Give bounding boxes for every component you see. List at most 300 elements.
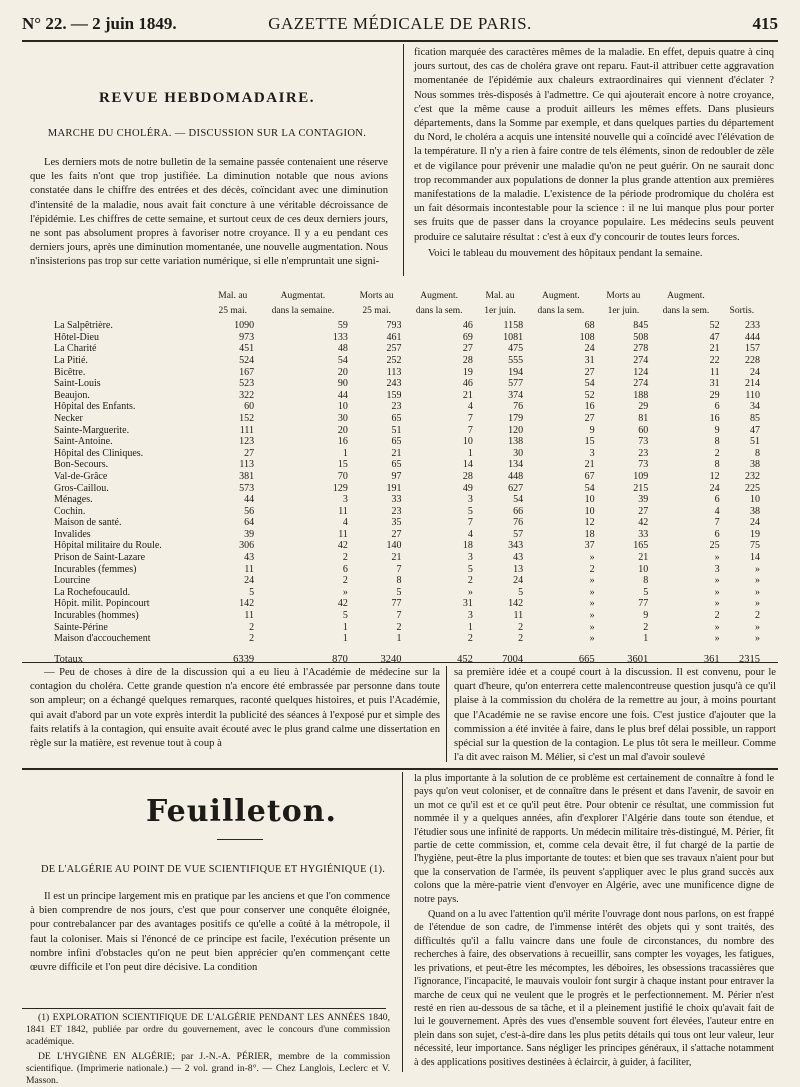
table-cell: 33 bbox=[391, 494, 402, 506]
table-cell: 2315 bbox=[739, 653, 760, 665]
table-cell: 134 bbox=[508, 459, 524, 471]
revue-left-text: Les derniers mots de notre bulletin de la semaine passée contenaient une réserve que les faits n'ont que trop justifiée. La diminution notable que nous avions constatée dans le chiffre des entrées et des décès, coïncidant avec une diminution d'intensité de la maladie, nous avait fait concture à une véritable décroissance de l'épidémie. Les chiffres de cette semaine, et surtout ceux de ces deux derniers jours, ne sont pas absolument propres à favoriser notre croyance. Il y a eu pendant ces derniers jours, après une diminution momentanée, une nouvelle augmentation. Nous n'insisterions pas trop sur cette variation numérique, si elle n'empruntait une signi- bbox=[30, 157, 388, 268]
table-cell: 31 bbox=[584, 354, 595, 366]
col-header: Morts au bbox=[606, 291, 641, 301]
table-cell: 129 bbox=[332, 482, 348, 494]
table-cell: 110 bbox=[745, 389, 760, 401]
table-cell: 2 bbox=[249, 621, 255, 633]
table-cell: 54 bbox=[337, 354, 348, 366]
table-cell: 1 bbox=[396, 633, 402, 645]
table-cell: 3 bbox=[467, 610, 473, 622]
table-row bbox=[52, 413, 762, 425]
table-cell: 1 bbox=[467, 621, 473, 633]
table-cell: 77 bbox=[391, 598, 402, 610]
feuilleton-left-column bbox=[30, 890, 390, 1004]
table-cell: 6 bbox=[714, 494, 720, 506]
table-cell: 306 bbox=[239, 540, 255, 552]
table-cell: 43 bbox=[513, 552, 524, 564]
table-cell: 27 bbox=[638, 505, 649, 517]
table-cell: 165 bbox=[633, 540, 649, 552]
table-cell: 461 bbox=[386, 331, 402, 343]
feuilleton-right-text-1: la plus importante à la solution de ce problème est certainement de connaître à fond le pays qu'on veut coloniser, et de connaître dans le présent et dans l'avenir, de savoir en un mot ce qu'il est et ce qu'il peut être. Pour obtenir ce résultat, une commission fut nommée il y a quelques années, afin d'explorer l'Algérie dans toute son étendue, et l'étudier sous une infinité de rapports. Un médecin militaire très-distingué, M. Périer, fit partie de cette commission, et, comme cela devait être, il fut chargé de la partie de l'hygiène, peut-être la plus importante de toutes: et bien que ses travaux n'aient pour but que la conservation de l'armée, ils peuvent s'appliquer avec le plus grand succès aux colons que la mère-patrie vient d'envoyer en Algérie, avec une munificence digne de notre pays. bbox=[414, 773, 774, 905]
table-cell: 374 bbox=[508, 389, 524, 401]
table-row bbox=[52, 390, 762, 402]
table-cell: » bbox=[755, 586, 760, 598]
table-cell: 5 bbox=[249, 586, 255, 598]
table-cell: » bbox=[589, 552, 595, 564]
table-cell: 65 bbox=[391, 459, 402, 471]
table-cell: 54 bbox=[584, 378, 595, 390]
table-cell: 793 bbox=[386, 320, 402, 332]
table-cell: 451 bbox=[239, 343, 255, 355]
table-cell: 2 bbox=[342, 575, 348, 587]
table-row bbox=[52, 517, 762, 529]
table-cell: 257 bbox=[386, 343, 402, 355]
table-cell: 42 bbox=[337, 598, 348, 610]
hospital-name: Cochin. bbox=[54, 505, 86, 517]
table-cell: 2 bbox=[396, 621, 402, 633]
table-cell: 22 bbox=[709, 354, 720, 366]
table-row bbox=[52, 436, 762, 448]
table-cell: 30 bbox=[337, 412, 348, 424]
table-cell: 627 bbox=[508, 482, 524, 494]
hospital-name: Ménages. bbox=[54, 494, 93, 506]
table-bottom-rule bbox=[22, 662, 778, 663]
column-divider-bottom bbox=[402, 772, 403, 1072]
column-divider-mid bbox=[446, 666, 447, 762]
hospital-name: Beaujon. bbox=[54, 389, 90, 401]
table-row bbox=[52, 425, 762, 437]
table-cell: 10 bbox=[462, 436, 473, 448]
table-row bbox=[52, 320, 762, 332]
col-subheader: dans la sem. bbox=[662, 305, 710, 316]
hospital-name: Maison de santé. bbox=[54, 517, 122, 529]
table-cell: 46 bbox=[462, 320, 473, 332]
table-cell: 46 bbox=[462, 378, 473, 390]
hospital-name: Necker bbox=[54, 412, 83, 424]
table-cell: 21 bbox=[584, 459, 595, 471]
table-cell: 7 bbox=[467, 424, 473, 436]
table-cell: 73 bbox=[638, 436, 649, 448]
hospital-name: Hôpital des Enfants. bbox=[54, 401, 136, 413]
col-header: Augment. bbox=[542, 291, 580, 301]
table-cell: 225 bbox=[745, 482, 760, 494]
revue-left-column bbox=[30, 156, 388, 288]
table-cell: 228 bbox=[745, 354, 760, 366]
table-cell: 9 bbox=[643, 610, 649, 622]
table-cell: 215 bbox=[633, 482, 649, 494]
table-cell: 232 bbox=[745, 470, 760, 482]
hospital-name: Gros-Caillou. bbox=[54, 482, 109, 494]
table-cell: 7 bbox=[714, 517, 720, 529]
discussion-left-column bbox=[30, 666, 440, 762]
table-cell: 322 bbox=[239, 389, 255, 401]
table-cell: 42 bbox=[638, 517, 649, 529]
table-cell: 31 bbox=[709, 378, 720, 390]
table-cell: » bbox=[589, 633, 595, 645]
table-cell: 2 bbox=[518, 621, 524, 633]
table-cell: 21 bbox=[709, 343, 720, 355]
table-cell: 1081 bbox=[503, 331, 524, 343]
table-cell: 1 bbox=[342, 447, 348, 459]
table-cell: 179 bbox=[508, 412, 524, 424]
table-cell: 188 bbox=[633, 389, 649, 401]
table-row bbox=[52, 610, 762, 622]
table-row bbox=[52, 633, 762, 645]
journal-title: GAZETTE MÉDICALE DE PARIS. bbox=[268, 14, 532, 33]
table-cell: 10 bbox=[750, 494, 760, 506]
feuilleton-right-column bbox=[414, 772, 774, 1072]
table-cell: 44 bbox=[244, 494, 255, 506]
table-cell: » bbox=[714, 633, 720, 645]
hospital-name: Bicêtre. bbox=[54, 366, 86, 378]
table-row bbox=[52, 367, 762, 379]
table-cell: 59 bbox=[337, 320, 348, 332]
table-cell: 109 bbox=[633, 470, 649, 482]
newspaper-page bbox=[22, 6, 778, 1087]
table-cell: 11 bbox=[513, 610, 524, 622]
table-cell: 28 bbox=[462, 470, 473, 482]
hospital-name: Hôpital des Cliniques. bbox=[54, 447, 144, 459]
table-cell: 52 bbox=[709, 320, 720, 332]
hospital-name: Bon-Secours. bbox=[54, 459, 109, 471]
table-cell: 67 bbox=[584, 470, 595, 482]
table-header-row-top bbox=[52, 291, 762, 306]
table-cell: 13 bbox=[513, 563, 524, 575]
table-cell: 5 bbox=[518, 586, 524, 598]
table-cell: 30 bbox=[513, 447, 524, 459]
table-cell: 47 bbox=[750, 424, 760, 436]
table-cell: » bbox=[589, 610, 595, 622]
table-cell: 20 bbox=[337, 366, 348, 378]
table-cell: 38 bbox=[750, 459, 760, 471]
table-cell: 194 bbox=[508, 366, 524, 378]
feuilleton-heading: Feuilleton. bbox=[146, 794, 337, 829]
table-row bbox=[52, 587, 762, 599]
table-cell: 8 bbox=[755, 447, 760, 459]
table-cell: 343 bbox=[508, 540, 524, 552]
hospital-name: Hôpital militaire du Roule. bbox=[54, 540, 162, 552]
table-cell: 51 bbox=[391, 424, 402, 436]
col-header: Mal. au bbox=[485, 291, 515, 301]
table-cell: 60 bbox=[638, 424, 649, 436]
table-cell: 5 bbox=[467, 505, 473, 517]
table-row bbox=[52, 332, 762, 344]
table-cell: 64 bbox=[244, 517, 255, 529]
table-cell: 452 bbox=[457, 653, 473, 665]
table-cell: 49 bbox=[462, 482, 473, 494]
table-cell: 97 bbox=[391, 470, 402, 482]
table-row bbox=[52, 598, 762, 610]
table-cell: 66 bbox=[513, 505, 524, 517]
table-row bbox=[52, 564, 762, 576]
feuilleton-left-text: Il est un principe largement mis en pratique par les anciens et que l'on commence à bien comprendre de nos jours, c'est que pour conserver une conquête éloignée, pour contrebalancer par des avantages positifs ce qu'elle a coûté à la métropole, il faut la coloniser. Mais si l'énoncé de ce principe est facile, l'exécution présente un nombre infini d'obstacles qu'on ne peut bien apprécier qu'en commençant cette œuvre difficile et l'on peut dire décisive. La condition bbox=[30, 891, 390, 974]
table-cell: 11 bbox=[710, 366, 720, 378]
table-cell: 6 bbox=[342, 563, 348, 575]
table-cell: 475 bbox=[508, 343, 524, 355]
table-cell: 1158 bbox=[503, 320, 524, 332]
table-cell: 108 bbox=[579, 331, 595, 343]
table-cell: 2 bbox=[643, 621, 649, 633]
table-cell: 159 bbox=[386, 389, 402, 401]
table-row bbox=[52, 622, 762, 634]
footnotes bbox=[26, 1012, 390, 1087]
table-cell: 39 bbox=[638, 494, 649, 506]
hospital-name: Maison d'accouchement bbox=[54, 633, 151, 645]
col-header: Augment. bbox=[420, 291, 459, 301]
table-cell: 9 bbox=[714, 424, 720, 436]
table-cell: 38 bbox=[750, 505, 760, 517]
table-cell: 65 bbox=[391, 412, 402, 424]
footnote-2: DE L'HYGIÈNE EN ALGÉRIE; par J.-N.-A. PÉRIER, membre de la commission scientifique. (Imprimerie nationale.) — 2 vol. grand in-8°. — Chez Langlois, Leclerc et V. Masson. bbox=[26, 1050, 390, 1087]
table-cell: 3 bbox=[467, 494, 473, 506]
hospital-name: Hôtel-Dieu bbox=[54, 331, 99, 343]
table-cell: 113 bbox=[386, 366, 402, 378]
table-cell: 60 bbox=[244, 401, 255, 413]
table-cell: 23 bbox=[391, 401, 402, 413]
table-cell: 24 bbox=[750, 366, 760, 378]
col-subheader: dans la sem. bbox=[415, 305, 463, 316]
table-cell: 20 bbox=[337, 424, 348, 436]
hospital-table bbox=[52, 291, 762, 665]
table-cell: 27 bbox=[391, 528, 402, 540]
hospital-name: La Charité bbox=[54, 343, 97, 355]
table-cell: 152 bbox=[239, 412, 255, 424]
feuilleton-title: DE L'ALGÉRIE AU POINT DE VUE SCIENTIFIQUE ET HYGIÉNIQUE (1). bbox=[40, 864, 386, 875]
table-cell: 70 bbox=[337, 470, 348, 482]
table-cell: 233 bbox=[745, 320, 760, 332]
table-cell: 10 bbox=[337, 401, 348, 413]
table-cell: 35 bbox=[391, 517, 402, 529]
table-cell: 24 bbox=[244, 575, 255, 587]
table-cell: 6 bbox=[714, 401, 720, 413]
col-header: Mal. au bbox=[218, 291, 248, 301]
feuilleton-rule bbox=[22, 768, 778, 770]
table-cell: 4 bbox=[714, 505, 720, 517]
footnote-1: (1) EXPLORATION SCIENTIFIQUE DE L'ALGÉRIE PENDANT LES ANNÉES 1840, 1841 ET 1842, publiée par ordre du gouvernement, avec le concours d'une commission académique. bbox=[26, 1012, 390, 1048]
table-cell: 523 bbox=[239, 378, 255, 390]
hospital-name: Sainte-Périne bbox=[54, 621, 108, 633]
table-cell: 21 bbox=[462, 389, 473, 401]
table-cell: 75 bbox=[750, 540, 760, 552]
table-cell: 142 bbox=[239, 598, 255, 610]
col-header: Augmentat. bbox=[280, 291, 326, 301]
table-cell: 577 bbox=[508, 378, 524, 390]
table-cell: 5 bbox=[342, 610, 348, 622]
footnote-rule bbox=[22, 1008, 386, 1009]
table-cell: » bbox=[755, 563, 760, 575]
table-cell: » bbox=[589, 621, 595, 633]
table-cell: 845 bbox=[633, 320, 649, 332]
feuilleton-ornament bbox=[217, 839, 263, 840]
table-cell: 51 bbox=[750, 436, 760, 448]
table-cell: 3 bbox=[714, 563, 720, 575]
col-header: Morts au bbox=[359, 291, 394, 301]
col-header bbox=[722, 291, 762, 306]
table-cell: 555 bbox=[508, 354, 524, 366]
table-cell: 23 bbox=[391, 505, 402, 517]
hospital-name: La Pitié. bbox=[54, 354, 88, 366]
col-subheader: dans la sem. bbox=[537, 305, 585, 316]
table-cell: 68 bbox=[584, 320, 595, 332]
table-cell: » bbox=[342, 586, 348, 598]
table-row bbox=[52, 448, 762, 460]
table-cell: 10 bbox=[584, 505, 595, 517]
table-cell: 18 bbox=[462, 540, 473, 552]
table-cell: 665 bbox=[578, 653, 595, 665]
table-cell: 21 bbox=[391, 447, 402, 459]
table-cell: 43 bbox=[244, 552, 255, 564]
table-cell: 76 bbox=[513, 401, 524, 413]
hospital-name: Saint-Louis bbox=[54, 378, 101, 390]
hospital-name: Sainte-Marguerite. bbox=[54, 424, 130, 436]
table-row bbox=[52, 471, 762, 483]
col-subheader: 1er juin. bbox=[607, 305, 640, 316]
table-cell: 12 bbox=[709, 470, 720, 482]
table-cell: 69 bbox=[462, 331, 473, 343]
table-cell: 7 bbox=[467, 517, 473, 529]
revue-right-text: fication marquée des caractères mêmes de la maladie. En effet, depuis quatre à cinq jours surtout, des cas de choléra grave ont reparu. Faut-il attribuer cette aggravation momentanée de l'épidémie aux chaleurs extraordinaires qui viennent d'éclater ? Nous sommes très-disposés à l'admettre. Ce qui ajouterait encore à notre croyance, c'est que la même cause a produit ailleurs les mêmes effets. Dans plusieurs départements, dans la Somme par exemple, et dans quelques parties du département du Nord, le choléra a acquis une intensité nouvelle qui a coïncidé avec l'élévation de la température. Il n'y a rien à faire contre de tels éléments, sinon de redoubler de zèle et de vigilance pour prévenir une maladie qu'on ne peut guérir. On ne saurait donc trop recommander aux populations de donner la plus grande attention aux premières manifestations de la maladie. L'existence de la période prodromique du choléra est un fait désormais incontestable pour la science : il ne lui manque plus pour porter ses fruits que de passer dans la croyance populaire. Les médecins seuls peuvent produire ce salutaire résultat : c'est à eux d'y concourir de toutes leurs forces. bbox=[414, 47, 774, 243]
table-cell: 24 bbox=[750, 517, 760, 529]
table-cell: » bbox=[714, 552, 720, 564]
table-cell: 76 bbox=[513, 517, 524, 529]
table-cell: 11 bbox=[244, 563, 255, 575]
table-cell: » bbox=[755, 633, 760, 645]
table-cell: » bbox=[589, 598, 595, 610]
table-cell: 243 bbox=[386, 378, 402, 390]
revue-title: REVUE HEBDOMADAIRE. bbox=[98, 90, 315, 106]
table-row bbox=[52, 355, 762, 367]
table-cell: 16 bbox=[584, 401, 595, 413]
table-cell: 8 bbox=[714, 436, 720, 448]
page-header bbox=[22, 6, 778, 36]
col-subheader: 25 mai. bbox=[218, 305, 248, 316]
table-cell: 33 bbox=[638, 528, 649, 540]
col-header: Augment. bbox=[667, 291, 705, 301]
table-cell: » bbox=[589, 575, 595, 587]
table-cell: 252 bbox=[386, 354, 402, 366]
table-row bbox=[52, 506, 762, 518]
table-cell: 573 bbox=[239, 482, 255, 494]
table-cell: 54 bbox=[513, 494, 524, 506]
table-cell: 18 bbox=[584, 528, 595, 540]
table-cell: 29 bbox=[638, 401, 649, 413]
column-divider-top bbox=[403, 44, 404, 276]
table-cell: 111 bbox=[239, 424, 255, 436]
hospital-name: Val-de-Grâce bbox=[54, 470, 108, 482]
revue-subtitle: MARCHE DU CHOLÉRA. — DISCUSSION SUR LA CONTAGION. bbox=[47, 128, 367, 139]
table-cell: 27 bbox=[462, 343, 473, 355]
table-cell: 120 bbox=[508, 424, 524, 436]
table-row bbox=[52, 483, 762, 495]
table-cell: » bbox=[589, 586, 595, 598]
table-cell: 5 bbox=[467, 563, 473, 575]
table-cell: 19 bbox=[750, 528, 760, 540]
table-cell: 42 bbox=[337, 540, 348, 552]
hospital-name: La Rochefoucauld. bbox=[54, 586, 131, 598]
table-cell: 16 bbox=[709, 412, 720, 424]
table-cell: 274 bbox=[633, 378, 649, 390]
table-cell: 4 bbox=[467, 401, 473, 413]
table-cell: 2 bbox=[249, 633, 255, 645]
table-cell: 7 bbox=[396, 563, 402, 575]
col-subheader: 25 mai. bbox=[362, 305, 391, 316]
table-cell: 508 bbox=[633, 331, 649, 343]
table-cell: 4 bbox=[342, 517, 348, 529]
table-cell: 34 bbox=[750, 401, 760, 413]
table-cell: 7 bbox=[467, 412, 473, 424]
table-cell: 3 bbox=[589, 447, 595, 459]
table-cell: 56 bbox=[244, 505, 255, 517]
table-cell: 1 bbox=[643, 633, 649, 645]
discussion-right-text: sa première idée et a coupé court à la discussion. Il est convenu, pour le quart d'heure, qu'on enterrera cette malencontreuse question jusqu'à ce qu'il plaise à la commission du choléra de la remettre au jour, à moins pourtant que l'Académie ne se ravise encore une fois. C'est justice d'ajouter que la commission a été invitée à faire, dans le plus bref délai possible, un rapport spécial sur la question de la contagion. Le plus tôt sera le meilleur. Comme l'a dit avec raison M. Mélier, si c'est un mal d'avoir soulevé bbox=[454, 667, 776, 764]
table-cell: 24 bbox=[513, 575, 524, 587]
table-cell: 1 bbox=[467, 447, 473, 459]
table-cell: 52 bbox=[584, 389, 595, 401]
table-cell: 1 bbox=[342, 633, 348, 645]
table-cell: 2 bbox=[755, 610, 760, 622]
table-cell: 15 bbox=[337, 459, 348, 471]
table-row bbox=[52, 343, 762, 355]
hospital-table-body bbox=[52, 320, 762, 665]
table-cell: 123 bbox=[239, 436, 255, 448]
table-cell: 81 bbox=[638, 412, 649, 424]
table-cell: » bbox=[755, 575, 760, 587]
table-row bbox=[52, 459, 762, 471]
table-cell: 15 bbox=[584, 436, 595, 448]
hospital-name: Saint-Antoine. bbox=[54, 436, 113, 448]
col-subheader: dans la semaine. bbox=[271, 305, 335, 316]
table-row bbox=[52, 552, 762, 564]
table-cell: 57 bbox=[513, 528, 524, 540]
table-cell: » bbox=[755, 621, 760, 633]
table-cell: 4 bbox=[467, 528, 473, 540]
table-cell: 214 bbox=[745, 378, 760, 390]
table-cell: 12 bbox=[584, 517, 595, 529]
table-cell: 23 bbox=[638, 447, 649, 459]
table-cell: 133 bbox=[332, 331, 348, 343]
col-subheader: Sortis. bbox=[729, 305, 755, 316]
table-cell: 25 bbox=[709, 540, 720, 552]
table-cell: 361 bbox=[703, 653, 720, 665]
page-number: 415 bbox=[752, 14, 778, 33]
table-cell: 2 bbox=[589, 563, 595, 575]
discussion-right-column bbox=[454, 666, 776, 762]
table-cell: 24 bbox=[709, 482, 720, 494]
table-cell: 2 bbox=[714, 610, 720, 622]
table-cell: 7004 bbox=[502, 653, 524, 665]
table-cell: 278 bbox=[633, 343, 649, 355]
hospital-name: La Salpêtrière. bbox=[54, 320, 113, 332]
table-cell: 10 bbox=[638, 563, 649, 575]
table-cell: 73 bbox=[638, 459, 649, 471]
table-cell: 14 bbox=[750, 552, 760, 564]
table-cell: 2 bbox=[467, 633, 473, 645]
table-cell: 167 bbox=[239, 366, 255, 378]
table-cell: » bbox=[467, 586, 473, 598]
table-cell: 2 bbox=[467, 575, 473, 587]
hospital-name: Lourcine bbox=[54, 575, 91, 587]
table-cell: 191 bbox=[386, 482, 402, 494]
table-row bbox=[52, 540, 762, 552]
table-cell: 90 bbox=[337, 378, 348, 390]
hospital-name: Invalides bbox=[54, 528, 91, 540]
table-cell: 65 bbox=[391, 436, 402, 448]
table-cell: 16 bbox=[337, 436, 348, 448]
table-cell: 11 bbox=[244, 610, 255, 622]
revue-right-column bbox=[414, 46, 774, 290]
table-cell: 1 bbox=[342, 621, 348, 633]
